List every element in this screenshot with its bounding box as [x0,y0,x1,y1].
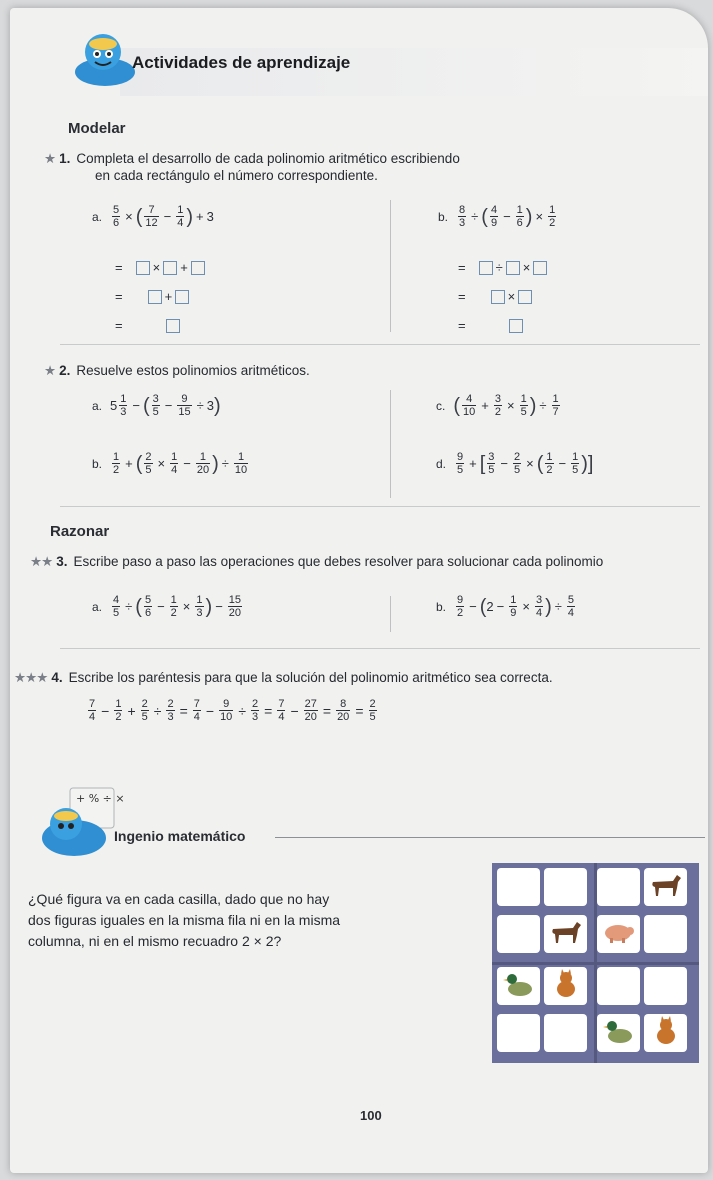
puzzle-cell-cat [644,1014,687,1052]
answer-box[interactable] [479,261,493,275]
puzzle-cell-duck [497,967,540,1005]
divider [60,506,700,507]
expr-2a: a. 5 $\frac{1}{3}$ − ( $\frac{3}{5}$ − $\frac{9}{15}$ ÷ 3 ) [92,393,221,418]
sudoku-puzzle [492,863,699,1063]
answer-box[interactable] [163,261,177,275]
answer-box[interactable] [491,290,505,304]
ingenio-title: Ingenio matemático [114,828,246,844]
column-divider [390,596,391,632]
divider [275,837,705,838]
expr-3a: a. $\frac{4}{5}$ ÷ ( $\frac{5}{6}$ − $\frac{1}{2}$ × $\frac{1}{3}$ ) − $\frac{15}{20}$ [92,594,242,619]
fraction: $\frac{5}{6}$ [144,594,152,619]
answer-row-1a-2: = + [115,289,192,304]
fraction: $\frac{8}{20}$ [337,698,350,723]
duck-icon [502,970,536,1003]
divider [60,344,700,345]
puzzle-cell-empty[interactable] [597,967,640,1005]
answer-row-1b-1: = ÷ × [458,260,550,275]
fraction: $\frac{27}{20}$ [304,698,317,723]
fraction: $\frac{2}{3}$ [167,698,174,723]
fraction: $\frac{9}{2}$ [457,594,464,619]
expr-2c: c. ( $\frac{4}{10}$ + $\frac{3}{2}$ × $\frac{1}{5}$ ) ÷ $\frac{1}{7}$ [436,393,559,418]
puzzle-cell-empty[interactable] [544,1014,587,1052]
difficulty-stars: ★★★ [14,670,48,685]
fraction: $\frac{7}{4}$ [89,698,96,723]
question-number: 1. [59,151,71,166]
fraction: $\frac{1}{5}$ [572,451,579,476]
fraction: $\frac{1}{9}$ [510,594,517,619]
question-text: Escribe paso a paso las operaciones que debes resolver para solucionar cada polinomio [73,554,604,569]
answer-row-1a-1: = × + [115,260,208,275]
puzzle-cell-duck [597,1014,640,1052]
fraction: $\frac{3}{4}$ [535,594,543,619]
question-1 [44,150,460,167]
question-1-text-line2: en cada rectángulo el número correspondiente. [95,168,378,183]
fraction: $\frac{1}{5}$ [520,393,527,418]
fraction: $\frac{7}{4}$ [193,698,200,723]
question-3 [30,553,603,570]
fraction: $\frac{1}{10}$ [234,451,248,476]
expr-2d: d. $\frac{9}{5}$ + [ $\frac{3}{5}$ − $\frac{2}{5}$ × ( $\frac{1}{2}$ − $\frac{1}{5}$ )] [436,451,594,476]
fraction: $\frac{1}{3}$ [196,594,203,619]
question-2 [44,362,310,379]
ingenio-mascot-icon [30,784,130,864]
fraction: $\frac{1}{6}$ [516,204,523,229]
answer-box[interactable] [191,261,205,275]
item-label: a. [92,398,103,413]
puzzle-cell-empty[interactable] [497,868,540,906]
fraction: $\frac{1}{2}$ [170,594,177,619]
answer-box[interactable] [509,319,523,333]
puzzle-cell-empty[interactable] [497,1014,540,1052]
column-divider [390,200,391,332]
puzzle-cell-empty[interactable] [644,967,687,1005]
question-line: dos figuras iguales en la misma fila ni en la misma [28,912,341,928]
expr-2b: b. $\frac{1}{2}$ + ( $\frac{2}{5}$ × $\frac{1}{4}$ − $\frac{1}{20}$ ) ÷ $\frac{1}{10}$ [92,451,248,476]
answer-row-1b-3: = [458,318,526,333]
horse-icon [649,872,683,903]
duck-icon [602,1017,636,1050]
fraction: $\frac{1}{20}$ [196,451,210,476]
puzzle-cell-horse [644,868,687,906]
answer-row-1a-3: = [115,318,183,333]
puzzle-cell-empty[interactable] [544,868,587,906]
cat-icon [551,969,581,1004]
section-razonar: Razonar [50,523,110,540]
pig-icon [602,919,636,950]
expr-1b: b. $\frac{8}{3}$ ÷ ( $\frac{4}{9}$ − $\frac{1}{6}$ ) × $\frac{1}{2}$ [438,204,556,229]
fraction: $\frac{2}{5}$ [514,451,521,476]
expr-3b: b. $\frac{9}{2}$ − ( 2 − $\frac{1}{9}$ × $\frac{3}{4}$ ) ÷ $\frac{5}{4}$ [436,594,575,619]
fraction: $\frac{2}{3}$ [252,698,259,723]
fraction: $\frac{3}{2}$ [494,393,501,418]
number: 3 [206,398,214,413]
number: 3 [206,209,214,224]
question-line: ¿Qué figura va en cada casilla, dado que no hay [28,891,330,907]
puzzle-cell-empty[interactable] [597,868,640,906]
section-modelar: Modelar [68,120,126,137]
fraction: $\frac{2}{5}$ [369,698,376,723]
horse-icon [549,919,583,950]
question-text: Resuelve estos polinomios aritméticos. [76,363,310,378]
item-label: d. [436,456,447,471]
fraction: $\frac{1}{3}$ [120,393,127,418]
item-label: a. [92,209,103,224]
fraction: $\frac{5}{6}$ [113,204,120,229]
answer-box[interactable] [166,319,180,333]
question-line: columna, ni en el mismo recuadro 2 × 2? [28,933,282,949]
puzzle-cell-horse [544,915,587,953]
answer-box[interactable] [136,261,150,275]
fraction: $\frac{9}{5}$ [457,451,464,476]
question-text: Escribe los paréntesis para que la solución del polinomio aritmético sea correcta. [68,670,553,685]
fraction: $\frac{7}{12}$ [145,204,158,229]
puzzle-cell-empty[interactable] [644,915,687,953]
fraction: $\frac{4}{9}$ [490,204,498,229]
difficulty-stars: ★★ [30,554,53,569]
puzzle-cell-pig [597,915,640,953]
answer-row-1b-2: = × [458,289,535,304]
answer-box[interactable] [533,261,547,275]
expr-1a: a. $\frac{5}{6}$ × ( $\frac{7}{12}$ − $\frac{1}{4}$ ) + 3 [92,204,214,229]
question-number: 4. [51,670,63,685]
item-label: b. [92,456,103,471]
fraction: $\frac{9}{10}$ [220,698,233,723]
fraction: $\frac{9}{15}$ [178,393,191,418]
fraction: $\frac{2}{5}$ [141,698,148,723]
puzzle-cell-empty[interactable] [497,915,540,953]
cat-icon [651,1016,681,1051]
question-number: 3. [56,554,68,569]
fraction: $\frac{1}{2}$ [115,698,122,723]
fraction: $\frac{1}{2}$ [113,451,120,476]
difficulty-stars: ★ [44,363,56,378]
number: 2 [486,599,494,614]
fraction: $\frac{8}{3}$ [459,204,466,229]
question-4 [14,669,553,686]
number: 5 [110,398,118,413]
fraction: $\frac{15}{20}$ [228,594,242,619]
badge-symbols: + % ÷ × [76,792,125,805]
divider [60,648,700,649]
fraction: $\frac{1}{4}$ [177,204,184,229]
fraction: $\frac{3}{5}$ [152,393,159,418]
expr-4: $\frac{7}{4}$ − $\frac{1}{2}$ + $\frac{2}{5}$ ÷ $\frac{2}{3}$ = $\frac{7}{4}$ − $\frac{9}{10}$ ÷ $\frac{2}{3}$ = $\frac{7}{4}$ − $\frac{27}{20}$ = $\frac{8}{20}$ = $\frac{2}{5}$ [89,698,376,723]
difficulty-stars: ★ [44,151,56,166]
item-label: b. [436,599,447,614]
question-number: 2. [59,363,71,378]
ingenio-question [28,889,340,952]
fraction: $\frac{1}{4}$ [171,451,178,476]
item-label: a. [92,599,103,614]
mascot-icon [65,30,135,90]
fraction: $\frac{1}{2}$ [546,451,553,476]
workbook-page [10,8,708,1173]
fraction: $\frac{3}{5}$ [488,451,495,476]
fraction: $\frac{4}{10}$ [463,393,476,418]
fraction: $\frac{5}{4}$ [567,594,575,619]
page-number: 100 [360,1108,382,1123]
question-text: Completa el desarrollo de cada polinomio aritmético escribiendo [76,151,460,166]
item-label: b. [438,209,449,224]
page-title: Actividades de aprendizaje [132,53,351,72]
answer-box[interactable] [518,290,532,304]
fraction: $\frac{7}{4}$ [278,698,285,723]
item-label: c. [436,398,446,413]
fraction: $\frac{4}{5}$ [113,594,120,619]
puzzle-cell-cat [544,967,587,1005]
answer-box[interactable] [506,261,520,275]
answer-box[interactable] [148,290,162,304]
fraction: $\frac{2}{5}$ [145,451,152,476]
answer-box[interactable] [175,290,189,304]
fraction: $\frac{1}{7}$ [552,393,559,418]
column-divider [390,390,391,498]
fraction: $\frac{1}{2}$ [549,204,556,229]
